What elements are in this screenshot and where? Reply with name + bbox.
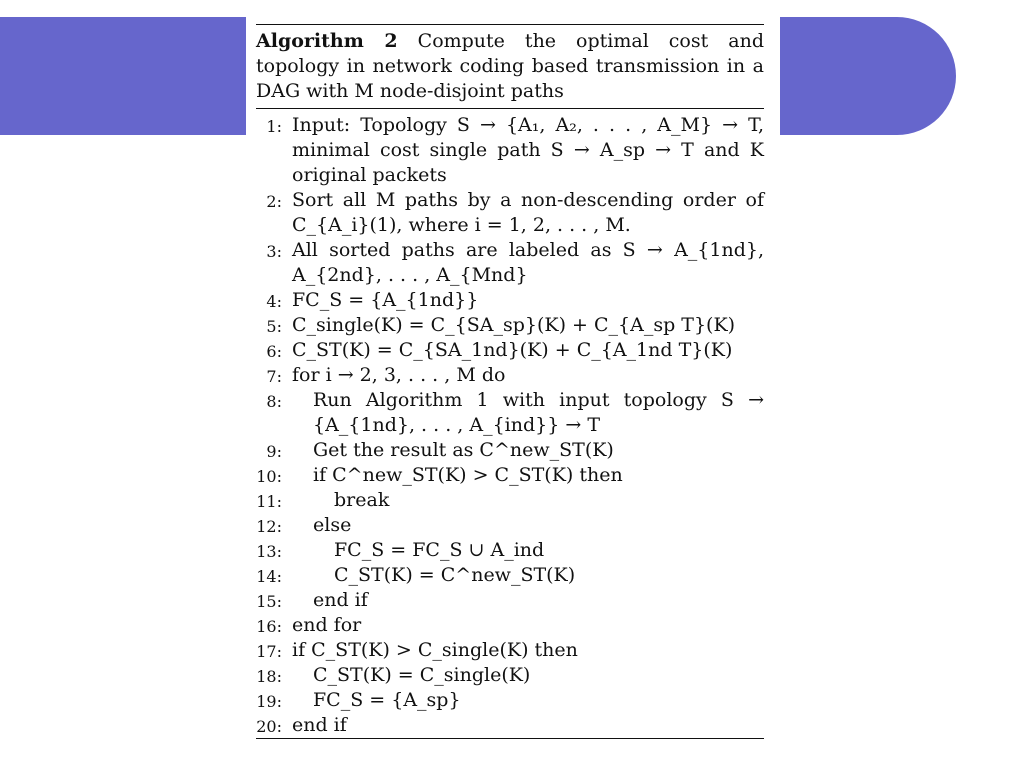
algorithm-line [256,238,764,288]
line-number: 10: [256,467,282,486]
algorithm-line [256,538,764,563]
line-text: C_ST(K) = C_single(K) [313,664,531,686]
line-number: 13: [256,542,282,561]
algorithm-lines [256,109,764,738]
algorithm-title: Compute the optimal cost and topology in network coding based transmission in a DAG with M node-disjoint paths [256,30,764,102]
algorithm-line [256,188,764,238]
line-text: FC_S = FC_S ∪ A_ind [334,539,545,561]
line-text: if C_ST(K) > C_single(K) then [292,639,578,661]
line-number: 9: [266,442,282,461]
algorithm-line [256,688,764,713]
algorithm-caption [256,25,764,104]
line-text: for i → 2, 3, . . . , M do [292,364,506,386]
algorithm-line [256,338,764,363]
line-number: 15: [256,592,282,611]
line-number: 2: [266,192,282,211]
line-text: C_single(K) = C_{SA_sp}(K) + C_{A_sp T}(K) [292,314,736,336]
line-number: 1: [266,117,282,136]
algorithm-line [256,513,764,538]
line-number: 20: [256,717,282,736]
line-text: if C^new_ST(K) > C_ST(K) then [313,464,623,486]
algorithm-line [256,638,764,663]
algorithm-line [256,113,764,188]
bottom-rule [256,738,764,739]
algorithm-line [256,613,764,638]
line-number: 8: [266,392,282,411]
line-number: 4: [266,292,282,311]
line-number: 17: [256,642,282,661]
line-number: 11: [256,492,282,511]
algorithm-line [256,288,764,313]
algorithm-box [256,24,764,738]
algorithm-line [256,388,764,438]
line-text: end if [292,714,347,736]
algorithm-line [256,463,764,488]
line-text: Input: Topology S → {A₁, A₂, . . . , A_M} → T, minimal cost single path S → A_sp → T and K original packets [292,114,764,186]
algorithm-line [256,488,764,513]
decorative-band-left [0,17,246,135]
line-number: 5: [266,317,282,336]
line-text: All sorted paths are labeled as S → A_{1nd}, A_{2nd}, . . . , A_{Mnd} [292,239,764,286]
algorithm-line [256,588,764,613]
line-text: else [313,514,352,536]
line-text: end for [292,614,362,636]
line-text: break [334,489,390,511]
line-number: 14: [256,567,282,586]
line-text: Sort all M paths by a non-descending order of C_{A_i}(1), where i = 1, 2, . . . , M. [292,189,764,236]
decorative-band-right [780,17,956,135]
algorithm-line [256,713,764,738]
line-number: 19: [256,692,282,711]
line-number: 18: [256,667,282,686]
algorithm-label: Algorithm 2 [256,30,398,52]
algorithm-line [256,563,764,588]
algorithm-line [256,663,764,688]
line-text: Run Algorithm 1 with input topology S → {A_{1nd}, . . . , A_{ind}} → T [313,389,764,436]
algorithm-line [256,313,764,338]
line-number: 3: [266,242,282,261]
line-text: C_ST(K) = C_{SA_1nd}(K) + C_{A_1nd T}(K) [292,339,733,361]
line-text: end if [313,589,368,611]
algorithm-line [256,363,764,388]
line-number: 7: [266,367,282,386]
line-number: 12: [256,517,282,536]
line-text: FC_S = {A_{1nd}} [292,289,479,311]
line-number: 6: [266,342,282,361]
line-text: FC_S = {A_sp} [313,689,461,711]
line-number: 16: [256,617,282,636]
line-text: C_ST(K) = C^new_ST(K) [334,564,576,586]
algorithm-line [256,438,764,463]
line-text: Get the result as C^new_ST(K) [313,439,614,461]
